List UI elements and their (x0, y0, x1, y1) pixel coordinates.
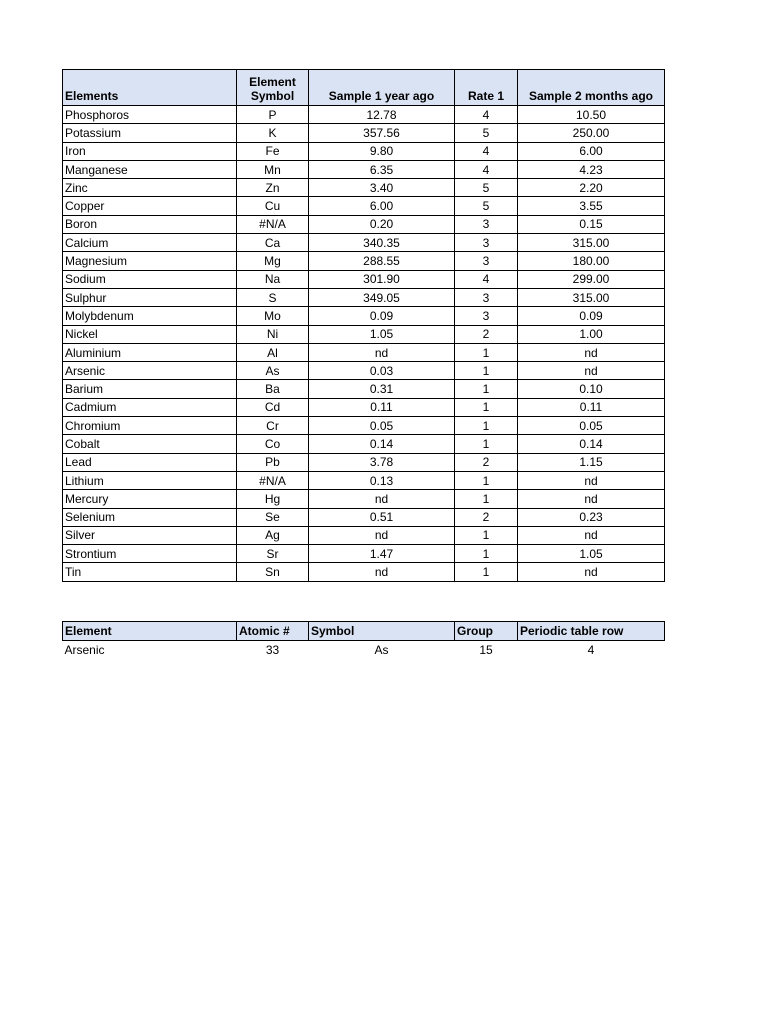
cell-element[interactable]: Barium (63, 380, 237, 398)
cell-element[interactable]: Aluminium (63, 343, 237, 361)
cell-sample-2-months-ago[interactable]: 0.15 (518, 215, 665, 233)
cell-sample-1-year-ago[interactable]: 349.05 (309, 288, 455, 306)
cell-element[interactable]: Manganese (63, 160, 237, 178)
table-row (63, 270, 665, 288)
cell-rate-1[interactable]: 1 (455, 380, 518, 398)
cell-element[interactable]: Zinc (63, 179, 237, 197)
cell-symbol[interactable]: Cu (237, 197, 309, 215)
cell-sample-1-year-ago[interactable]: 0.14 (309, 435, 455, 453)
cell-sample-2-months-ago[interactable]: nd (518, 362, 665, 380)
cell-sample-2-months-ago[interactable]: 1.00 (518, 325, 665, 343)
cell-symbol[interactable]: Cd (237, 398, 309, 416)
cell-rate-1[interactable]: 1 (455, 398, 518, 416)
cell-symbol[interactable]: Zn (237, 179, 309, 197)
elements-table (62, 69, 665, 582)
cell-rate-1[interactable]: 4 (455, 160, 518, 178)
cell-element[interactable]: Tin (63, 563, 237, 581)
cell-sample-1-year-ago[interactable]: 12.78 (309, 106, 455, 124)
cell-element[interactable]: Selenium (63, 508, 237, 526)
cell-sample-1-year-ago[interactable]: 6.35 (309, 160, 455, 178)
cell-symbol[interactable]: Fe (237, 142, 309, 160)
cell-sample-2-months-ago[interactable]: 299.00 (518, 270, 665, 288)
cell-symbol[interactable]: #N/A (237, 215, 309, 233)
cell-symbol[interactable]: Mn (237, 160, 309, 178)
cell-rate-1[interactable]: 4 (455, 270, 518, 288)
cell-symbol[interactable]: #N/A (237, 471, 309, 489)
table-row (63, 197, 665, 215)
cell-sample-1-year-ago[interactable]: 0.13 (309, 471, 455, 489)
cell-sample-1-year-ago[interactable]: 0.09 (309, 307, 455, 325)
cell-symbol[interactable]: Cr (237, 417, 309, 435)
cell-element[interactable]: Molybdenum (63, 307, 237, 325)
table-row (63, 288, 665, 306)
cell-rate-1[interactable]: 4 (455, 106, 518, 124)
lookup-cell-element[interactable]: Arsenic (64, 642, 105, 657)
header-element-symbol-line1: Element (249, 75, 296, 89)
cell-sample-1-year-ago[interactable]: 340.35 (309, 234, 455, 252)
cell-sample-2-months-ago[interactable]: nd (518, 343, 665, 361)
cell-sample-2-months-ago[interactable]: nd (518, 471, 665, 489)
table-row (63, 435, 665, 453)
cell-element[interactable]: Calcium (63, 234, 237, 252)
cell-sample-2-months-ago[interactable]: 250.00 (518, 124, 665, 142)
cell-sample-2-months-ago[interactable]: 2.20 (518, 179, 665, 197)
table-row (63, 106, 665, 124)
cell-sample-1-year-ago[interactable]: nd (309, 490, 455, 508)
table-row (63, 471, 665, 489)
cell-element[interactable]: Cobalt (63, 435, 237, 453)
cell-symbol[interactable]: Sr (237, 545, 309, 563)
cell-rate-1[interactable]: 1 (455, 362, 518, 380)
lookup-header-row (63, 622, 665, 641)
table-row (63, 563, 665, 581)
cell-sample-2-months-ago[interactable]: 315.00 (518, 234, 665, 252)
cell-sample-1-year-ago[interactable]: 0.11 (309, 398, 455, 416)
header-sample-2-months-ago[interactable]: Sample 2 months ago (518, 70, 665, 106)
cell-symbol[interactable]: Pb (237, 453, 309, 471)
cell-sample-2-months-ago[interactable]: 1.15 (518, 453, 665, 471)
cell-sample-1-year-ago[interactable]: 3.40 (309, 179, 455, 197)
table-row (63, 307, 665, 325)
cell-sample-1-year-ago[interactable]: 0.05 (309, 417, 455, 435)
cell-symbol[interactable]: Ni (237, 325, 309, 343)
cell-sample-1-year-ago[interactable]: 288.55 (309, 252, 455, 270)
table-row (63, 526, 665, 544)
cell-rate-1[interactable]: 1 (455, 435, 518, 453)
cell-sample-1-year-ago[interactable]: 0.31 (309, 380, 455, 398)
cell-element[interactable]: Iron (63, 142, 237, 160)
cell-sample-1-year-ago[interactable]: 301.90 (309, 270, 455, 288)
cell-element[interactable]: Sodium (63, 270, 237, 288)
lookup-header-atomic-number[interactable]: Atomic # (237, 622, 309, 641)
table-row (63, 234, 665, 252)
cell-rate-1[interactable]: 1 (455, 471, 518, 489)
table-row (63, 179, 665, 197)
elements-table-body (63, 106, 665, 582)
table-row (63, 545, 665, 563)
table-row (63, 252, 665, 270)
table-row (63, 160, 665, 178)
cell-rate-1[interactable]: 1 (455, 526, 518, 544)
table-row (63, 417, 665, 435)
lookup-row (63, 641, 665, 659)
lookup-cell-group[interactable]: 15 (479, 642, 493, 657)
cell-symbol[interactable]: Co (237, 435, 309, 453)
cell-rate-1[interactable]: 1 (455, 545, 518, 563)
cell-rate-1[interactable]: 2 (455, 325, 518, 343)
cell-sample-1-year-ago[interactable]: nd (309, 526, 455, 544)
table-row (63, 398, 665, 416)
header-rate-1[interactable]: Rate 1 (455, 70, 518, 106)
cell-sample-2-months-ago[interactable]: 0.05 (518, 417, 665, 435)
lookup-cell-periodic-row[interactable]: 4 (587, 642, 595, 657)
cell-rate-1[interactable]: 3 (455, 307, 518, 325)
cell-element[interactable]: Lithium (63, 471, 237, 489)
cell-sample-2-months-ago[interactable]: 10.50 (518, 106, 665, 124)
cell-element[interactable]: Arsenic (63, 362, 237, 380)
lookup-cell-symbol[interactable]: As (374, 642, 389, 657)
cell-element[interactable]: Magnesium (63, 252, 237, 270)
cell-sample-1-year-ago[interactable]: 0.20 (309, 215, 455, 233)
cell-sample-2-months-ago[interactable]: nd (518, 563, 665, 581)
lookup-header-periodic-row[interactable]: Periodic table row (518, 622, 665, 641)
table-row (63, 453, 665, 471)
cell-rate-1[interactable]: 2 (455, 453, 518, 471)
table-row (63, 380, 665, 398)
cell-sample-2-months-ago[interactable]: 0.09 (518, 307, 665, 325)
cell-element[interactable]: Mercury (63, 490, 237, 508)
cell-symbol[interactable]: Mg (237, 252, 309, 270)
cell-sample-2-months-ago[interactable]: 1.05 (518, 545, 665, 563)
cell-sample-2-months-ago[interactable]: 4.23 (518, 160, 665, 178)
cell-element[interactable]: Lead (63, 453, 237, 471)
cell-sample-1-year-ago[interactable]: 357.56 (309, 124, 455, 142)
cell-element[interactable]: Sulphur (63, 288, 237, 306)
cell-element[interactable]: Silver (63, 526, 237, 544)
cell-sample-1-year-ago[interactable]: 1.05 (309, 325, 455, 343)
cell-sample-2-months-ago[interactable]: nd (518, 526, 665, 544)
cell-element[interactable]: Phosphoros (63, 106, 237, 124)
cell-element[interactable]: Potassium (63, 124, 237, 142)
cell-symbol[interactable]: Ca (237, 234, 309, 252)
cell-sample-2-months-ago[interactable]: 6.00 (518, 142, 665, 160)
table-row (63, 124, 665, 142)
cell-rate-1[interactable]: 3 (455, 288, 518, 306)
element-lookup-table (62, 621, 665, 658)
table-row (63, 362, 665, 380)
cell-element[interactable]: Chromium (63, 417, 237, 435)
cell-sample-1-year-ago[interactable]: nd (309, 563, 455, 581)
cell-sample-2-months-ago[interactable]: nd (518, 490, 665, 508)
cell-symbol[interactable]: Mo (237, 307, 309, 325)
cell-sample-1-year-ago[interactable]: 0.51 (309, 508, 455, 526)
cell-element[interactable]: Nickel (63, 325, 237, 343)
cell-element[interactable]: Copper (63, 197, 237, 215)
table-row (63, 508, 665, 526)
cell-symbol[interactable]: Na (237, 270, 309, 288)
cell-element[interactable]: Strontium (63, 545, 237, 563)
header-elements[interactable]: Elements (63, 70, 237, 106)
cell-rate-1[interactable]: 1 (455, 563, 518, 581)
cell-rate-1[interactable]: 5 (455, 179, 518, 197)
cell-symbol[interactable]: S (237, 288, 309, 306)
cell-sample-1-year-ago[interactable]: nd (309, 343, 455, 361)
table-row (63, 215, 665, 233)
cell-rate-1[interactable]: 5 (455, 197, 518, 215)
cell-element[interactable]: Boron (63, 215, 237, 233)
cell-rate-1[interactable]: 3 (455, 234, 518, 252)
lookup-cell-atomic-number[interactable]: 33 (265, 642, 280, 657)
cell-sample-1-year-ago[interactable]: 3.78 (309, 453, 455, 471)
lookup-header-group[interactable]: Group (455, 622, 518, 641)
cell-symbol[interactable]: Hg (237, 490, 309, 508)
elements-table-header-row (63, 70, 665, 106)
table-row (63, 343, 665, 361)
header-sample-1-year-ago[interactable]: Sample 1 year ago (309, 70, 455, 106)
cell-symbol[interactable]: P (237, 106, 309, 124)
lookup-header-symbol[interactable]: Symbol (309, 622, 455, 641)
cell-rate-1[interactable]: 4 (455, 142, 518, 160)
cell-sample-2-months-ago[interactable]: 0.11 (518, 398, 665, 416)
cell-symbol[interactable]: Ba (237, 380, 309, 398)
table-row (63, 142, 665, 160)
table-row (63, 325, 665, 343)
cell-sample-1-year-ago[interactable]: 6.00 (309, 197, 455, 215)
cell-symbol[interactable]: Sn (237, 563, 309, 581)
cell-sample-2-months-ago[interactable]: 0.14 (518, 435, 665, 453)
cell-rate-1[interactable]: 1 (455, 417, 518, 435)
lookup-header-element[interactable]: Element (63, 622, 237, 641)
cell-sample-2-months-ago[interactable]: 3.55 (518, 197, 665, 215)
cell-rate-1[interactable]: 2 (455, 508, 518, 526)
cell-rate-1[interactable]: 1 (455, 343, 518, 361)
header-element-symbol-line2: Symbol (250, 89, 295, 103)
cell-rate-1[interactable]: 3 (455, 252, 518, 270)
cell-sample-1-year-ago[interactable]: 0.03 (309, 362, 455, 380)
cell-rate-1[interactable]: 1 (455, 490, 518, 508)
cell-sample-2-months-ago[interactable]: 0.23 (518, 508, 665, 526)
cell-sample-1-year-ago[interactable]: 9.80 (309, 142, 455, 160)
cell-symbol[interactable]: Al (237, 343, 309, 361)
cell-element[interactable]: Cadmium (63, 398, 237, 416)
header-element-symbol[interactable] (237, 70, 309, 106)
cell-sample-2-months-ago[interactable]: 315.00 (518, 288, 665, 306)
cell-symbol[interactable]: Ag (237, 526, 309, 544)
cell-sample-2-months-ago[interactable]: 0.10 (518, 380, 665, 398)
cell-symbol[interactable]: As (237, 362, 309, 380)
table-row (63, 490, 665, 508)
cell-symbol[interactable]: K (237, 124, 309, 142)
cell-rate-1[interactable]: 5 (455, 124, 518, 142)
cell-sample-1-year-ago[interactable]: 1.47 (309, 545, 455, 563)
cell-sample-2-months-ago[interactable]: 180.00 (518, 252, 665, 270)
cell-symbol[interactable]: Se (237, 508, 309, 526)
cell-rate-1[interactable]: 3 (455, 215, 518, 233)
